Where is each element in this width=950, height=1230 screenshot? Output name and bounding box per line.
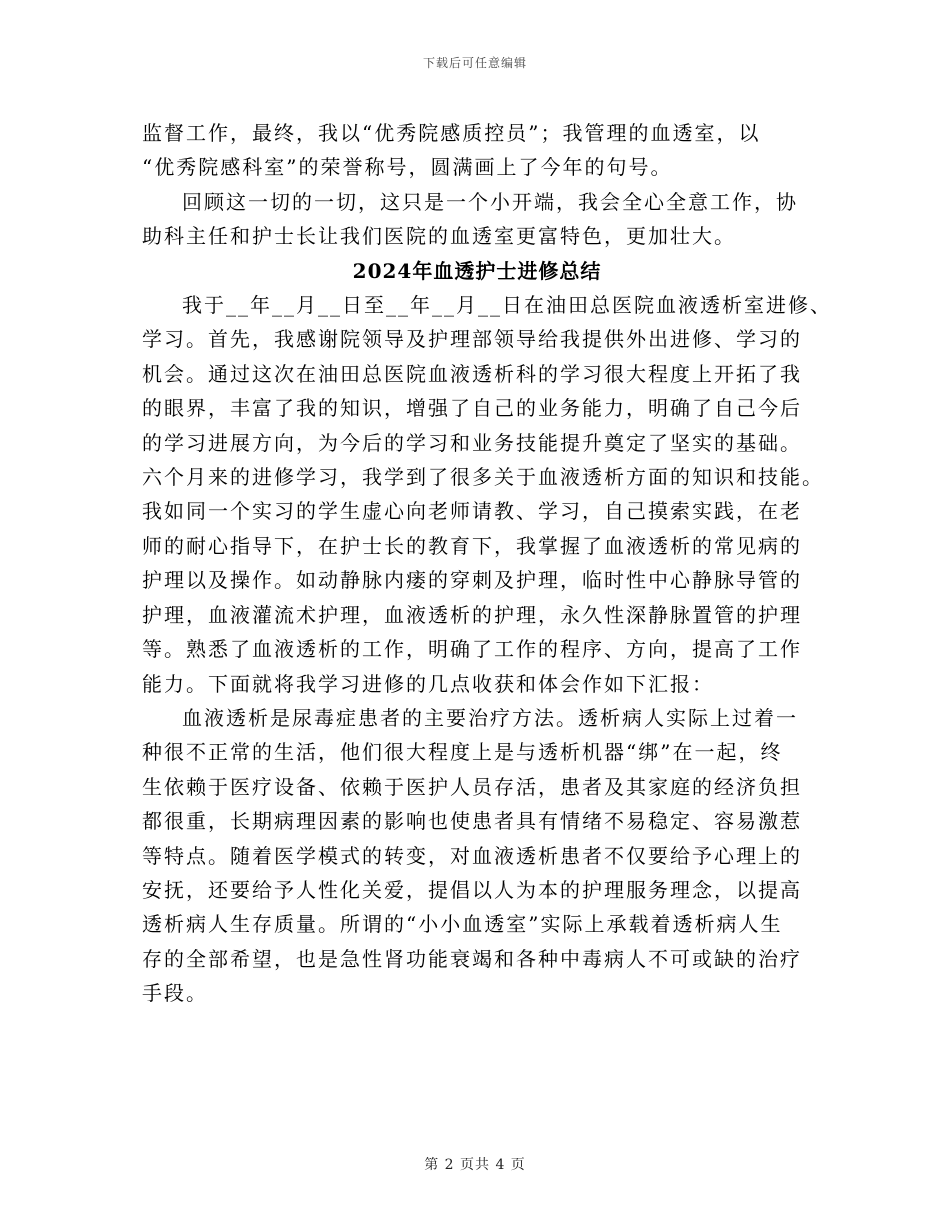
text-line: 的眼界，丰富了我的知识，增强了自己的业务能力，明确了自己今后	[142, 396, 802, 421]
text-line: 我如同一个实习的学生虚心向老师请教、学习，自己摸索实践，在老	[142, 499, 802, 524]
text-line: “优秀院感科室”的荣誉称号，圆满画上了今年的句号。	[142, 155, 673, 180]
text-line: 六个月来的进修学习，我学到了很多关于血液透析方面的知识和技能。	[142, 465, 824, 490]
text-line: 种很不正常的生活，他们很大程度上是与透析机器“绑”在一起，终	[142, 740, 783, 765]
intro-paragraph-1	[142, 116, 812, 185]
text-line: 手段。	[142, 981, 208, 1006]
section-title: 2024年血透护士进修总结	[352, 258, 602, 283]
text-line: 护理，血液灌流术护理，血液透析的护理，永久性深静脉置管的护理	[142, 602, 802, 627]
text-line: 血液透析是尿毒症患者的主要治疗方法。透析病人实际上过着一	[182, 705, 798, 730]
text-line: 师的耐心指导下，在护士长的教育下，我掌握了血液透析的常见病的	[142, 533, 802, 558]
text-line: 等特点。随着医学模式的转变，对血液透析患者不仅要给予心理上的	[142, 843, 802, 868]
text-line: 等。熟悉了血液透析的工作，明确了工作的程序、方向，提高了工作	[142, 637, 802, 662]
document-body	[142, 116, 832, 1011]
text-line: 我于__年__月__日至__年__月__日在油田总医院血液透析室进修、	[182, 293, 832, 318]
text-line: 安抚，还要给予人性化关爱，提倡以人为本的护理服务理念，以提高	[142, 877, 802, 902]
text-line: 都很重，长期病理因素的影响也使患者具有情绪不易稳定、容易激惹	[142, 809, 802, 834]
text-line: 监督工作，最终，我以“优秀院感质控员”；我管理的血透室，以	[142, 121, 761, 145]
text-line: 的学习进展方向，为今后的学习和业务技能提升奠定了坚实的基础。	[142, 430, 802, 455]
intro-paragraph-2	[142, 185, 812, 254]
page-footer: 第 2 页共 4 页	[424, 1157, 526, 1173]
text-line: 生依赖于医疗设备、依赖于医护人员存活，患者及其家庭的经济负担	[142, 774, 802, 799]
section-paragraph-1	[142, 288, 832, 701]
text-line: 存的全部希望，也是急性肾功能衰竭和各种中毒病人不可或缺的治疗	[142, 946, 802, 971]
text-line: 透析病人生存质量。所谓的“小小血透室”实际上承载着透析病人生	[142, 912, 783, 937]
page-header: 下载后可任意编辑	[422, 56, 527, 70]
section-paragraph-2	[142, 701, 812, 1011]
text-line: 机会。通过这次在油田总医院血液透析科的学习很大程度上开拓了我	[142, 361, 802, 386]
text-line: 学习。首先，我感谢院领导及护理部领导给我提供外出进修、学习的	[142, 327, 802, 352]
text-line: 能力。下面就将我学习进修的几点收获和体会作如下汇报：	[142, 671, 714, 696]
text-line: 助科主任和护士长让我们医院的血透室更富特色，更加壮大。	[142, 224, 736, 249]
text-line: 回顾这一切的一切，这只是一个小开端，我会全心全意工作，协	[182, 189, 798, 214]
text-line: 护理以及操作。如动静脉内瘘的穿刺及护理，临时性中心静脉导管的	[142, 568, 802, 593]
